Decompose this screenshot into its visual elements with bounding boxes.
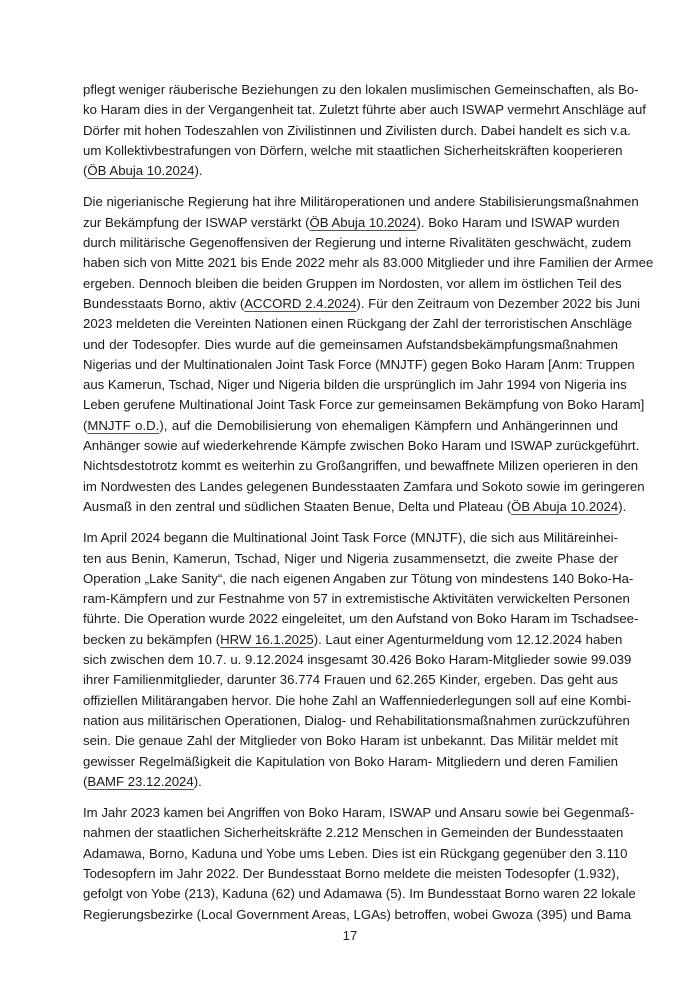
text-line: [83, 844, 628, 864]
text-segment: ).: [618, 498, 627, 514]
text-segment: nation aus militärischen Operationen, Dialog- und Rehabilitationsmaßnahmen zurückzuführen: [83, 712, 630, 728]
text-line: [83, 752, 618, 772]
document-body: [83, 80, 654, 936]
text-line: [83, 823, 624, 843]
paragraph: [83, 803, 636, 925]
source-citation-link[interactable]: MNJTF o.D.: [87, 417, 160, 433]
text-line: [83, 100, 646, 120]
text-segment: ), auf die Demobilisierung von ehemaligen Kämpfern und Anhängerinnen und: [159, 417, 618, 433]
text-line: [83, 772, 618, 792]
text-line: [83, 355, 635, 375]
text-segment: gewisser Regelmäßigkeit die Kapitulation von Boko Haram- Mitgliedern und deren Familien: [83, 753, 618, 769]
paragraph: [83, 528, 639, 792]
text-segment: Dörfer mit hohen Todeszahlen von Zivilistinnen und Zivilisten durch. Dabei handelt es sich v.a.: [83, 122, 631, 138]
text-line: [83, 161, 618, 181]
text-line: [83, 80, 639, 100]
text-line: [83, 395, 645, 415]
text-line: [83, 121, 631, 141]
text-segment: Im April 2024 begann die Multinational Joint Task Force (MNJTF), die sich aus Militäreinhei-: [83, 530, 618, 546]
text-segment: ihrer Familienmitglieder, darunter 36.774 Frauen und 62.265 Kinder, ergeben. Das geht aus: [83, 672, 618, 688]
text-line: [83, 650, 632, 670]
text-line: [83, 731, 618, 751]
text-segment: ). Boko Haram und ISWAP wurden: [416, 214, 620, 230]
text-line: [83, 274, 622, 294]
text-segment: zur Bekämpfung der ISWAP verstärkt (: [83, 214, 310, 230]
text-segment: ten aus Benin, Kamerun, Tschad, Niger und Nigeria zusammensetzt, die zweite Phase der: [83, 550, 618, 566]
text-line: [83, 335, 618, 355]
text-line: [83, 213, 618, 233]
text-segment: Operation „Lake Sanity“, die nach eigenen Angaben zur Tötung von mindestens 140 Boko-Ha-: [83, 570, 634, 586]
text-segment: ).: [193, 773, 202, 789]
text-segment: durch militärische Gegenoffensiven der Regierung und interne Rivalitäten geschwächt, zudem: [83, 235, 632, 251]
text-segment: haben sich von Mitte 2021 bis Ende 2022 mehr als 83.000 Mitglieder und ihre Familien der Armee: [83, 255, 654, 271]
paragraph: [83, 80, 646, 181]
text-segment: Bundesstaats Borno, aktiv (: [83, 295, 245, 311]
text-segment: sich zwischen dem 10.7. u. 9.12.2024 insgesamt 30.426 Boko Haram-Mitglieder sowie 99.039: [83, 652, 632, 668]
text-line: [83, 864, 618, 884]
text-line: [83, 141, 623, 161]
text-segment: gefolgt von Yobe (213), Kaduna (62) und Adamawa (5). Im Bundesstaat Borno waren 22 lokale: [83, 886, 636, 902]
text-line: [83, 436, 640, 456]
text-line: [83, 569, 634, 589]
text-segment: Nichtsdestotrotz kommt es weiterhin zu Großangriffen, und bewaffnete Milizen operieren in den: [83, 458, 639, 474]
text-segment: ). Laut einer Agenturmeldung vom 12.12.2024 haben: [313, 631, 623, 647]
source-citation-link[interactable]: ACCORD 2.4.2024: [244, 295, 357, 311]
page-number: 17: [342, 928, 358, 943]
text-line: [83, 477, 645, 497]
text-segment: becken zu bekämpfen (: [83, 631, 221, 647]
text-segment: Ausmaß in den zentral und südlichen Staaten Benue, Delta und Plateau (: [83, 498, 512, 514]
text-line: [83, 589, 630, 609]
text-segment: Nigerias und der Multinationalen Joint Task Force (MNJTF) gegen Boko Haram [Anm: Truppen: [83, 356, 635, 372]
text-line: [83, 314, 633, 334]
text-segment: und der Todesopfer. Dies wurde auf die gemeinsamen Aufstandsbekämpfungsmaßnahmen: [83, 336, 618, 352]
text-segment: um Kollektivbestrafungen von Dörfern, welche mit staatlichen Sicherheitskräften kooperieren: [83, 142, 623, 158]
text-line: [83, 549, 618, 569]
text-segment: ram-Kämpfern und zur Festnahme von 57 in extremistische Aktivitäten verwickelten Personen: [83, 591, 630, 607]
source-citation-link[interactable]: HRW 16.1.2025: [220, 631, 314, 647]
text-line: [83, 630, 623, 650]
text-line: [83, 670, 618, 690]
text-segment: Leben gerufene Multinational Joint Task Force zur gemeinsamen Bekämpfung von Boko Haram]: [83, 397, 645, 413]
text-segment: Die nigerianische Regierung hat ihre Militäroperationen und andere Stabilisierungsmaßnahmen: [83, 194, 639, 210]
text-segment: (: [83, 773, 88, 789]
text-line: [83, 456, 639, 476]
text-segment: ko Haram dies in der Vergangenheit tat. Zuletzt führte aber auch ISWAP vermehrt Anschläge auf: [83, 102, 646, 118]
text-line: [83, 233, 632, 253]
text-segment: ergeben. Dennoch bleiben die beiden Gruppen im Nordosten, vor allem im östlichen Teil des: [83, 275, 622, 291]
text-line: [83, 294, 641, 314]
text-line: [83, 691, 632, 711]
text-segment: im Nordwesten des Landes gelegenen Bundesstaaten Zamfara und Sokoto sowie im geringeren: [83, 478, 645, 494]
text-segment: ).: [194, 163, 203, 179]
text-line: [83, 497, 627, 517]
text-segment: führte. Die Operation wurde 2022 eingeleitet, um den Aufstand von Boko Haram im Tschadsee-: [83, 611, 639, 627]
text-line: [83, 609, 639, 629]
text-segment: Im Jahr 2023 kamen bei Angriffen von Boko Haram, ISWAP und Ansaru sowie bei Gegenmaß-: [83, 805, 634, 821]
text-line: [83, 253, 654, 273]
text-line: [83, 528, 618, 548]
text-line: [83, 192, 639, 212]
text-segment: nahmen der staatlichen Sicherheitskräfte 2.212 Menschen in Gemeinden der Bundesstaaten: [83, 825, 624, 841]
source-citation-link[interactable]: ÖB Abuja 10.2024: [309, 214, 417, 230]
source-citation-link[interactable]: ÖB Abuja 10.2024: [511, 498, 619, 514]
text-segment: Adamawa, Borno, Kaduna und Yobe ums Leben. Dies ist ein Rückgang gegenüber den 3.110: [83, 845, 628, 861]
text-line: [83, 905, 632, 925]
text-segment: pflegt weniger räuberische Beziehungen zu den lokalen muslimischen Gemeinschaften, als Bo-: [83, 82, 639, 97]
text-segment: (: [83, 163, 88, 179]
source-citation-link[interactable]: BAMF 23.12.2024: [87, 773, 194, 789]
text-line: [83, 884, 636, 904]
text-line: [83, 803, 634, 823]
text-segment: Regierungsbezirke (Local Government Areas, LGAs) betroffen, wobei Gwoza (395) und Bama: [83, 906, 632, 922]
text-segment: offiziellen Militärangaben hervor. Die hohe Zahl an Waffenniederlegungen soll auf eine Kombi-: [83, 692, 632, 708]
text-segment: Anhänger sowie auf wiederkehrende Kämpfe zwischen Boko Haram und ISWAP zurückgeführt.: [83, 438, 640, 454]
text-line: [83, 416, 618, 436]
source-citation-link[interactable]: ÖB Abuja 10.2024: [87, 163, 195, 179]
text-segment: 2023 meldeten die Vereinten Nationen einen Rückgang der Zahl der terroristischen Anschläge: [83, 316, 633, 332]
text-segment: sein. Die genaue Zahl der Mitglieder von Boko Haram ist unbekannt. Das Militär meldet mit: [83, 733, 618, 749]
text-line: [83, 711, 630, 731]
text-line: [83, 375, 627, 395]
text-segment: aus Kamerun, Tschad, Niger und Nigeria bilden die ursprünglich im Jahr 1994 von Nigeria ins: [83, 377, 627, 393]
paragraph: [83, 192, 654, 517]
text-segment: ). Für den Zeitraum von Dezember 2022 bis Juni: [356, 295, 641, 311]
text-segment: (: [83, 417, 88, 433]
text-segment: Todesopfern im Jahr 2022. Der Bundesstaat Borno meldete die meisten Todesopfer (1.932),: [83, 865, 620, 881]
